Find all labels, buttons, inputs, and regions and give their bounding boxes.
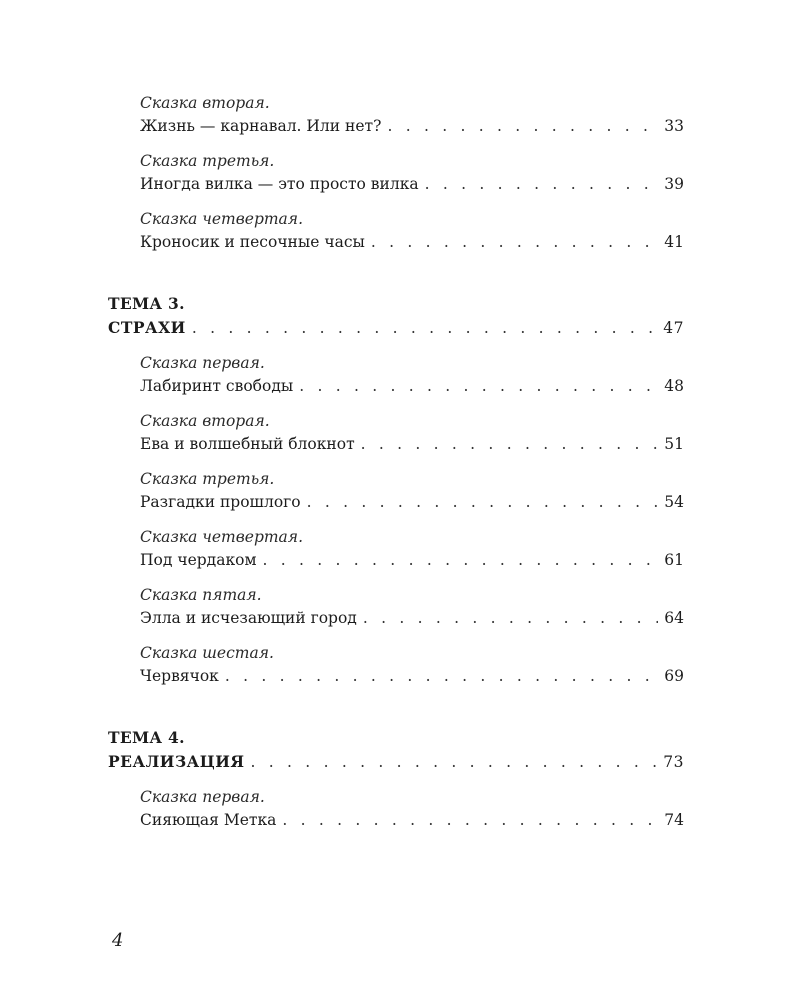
entry-title: Червячок <box>140 667 219 685</box>
entry-title: Разгадки прошлого <box>140 493 301 511</box>
theme-page-number: 73 <box>663 753 684 771</box>
entry-row <box>140 230 684 254</box>
entry-title: Лабиринт свободы <box>140 377 294 395</box>
theme-row <box>108 750 684 774</box>
entry-subtitle: Сказка четвертая. <box>140 210 303 228</box>
entry-row <box>140 114 684 138</box>
entry-title: Жизнь — карнавал. Или нет? <box>140 117 382 135</box>
dot-leader <box>251 750 658 774</box>
entry-page-number: 48 <box>664 377 684 395</box>
dot-leader <box>299 374 658 398</box>
toc-entry[interactable] <box>108 526 684 572</box>
entry-subtitle: Сказка третья. <box>140 152 275 170</box>
theme-title: РЕАЛИЗАЦИЯ <box>108 752 245 771</box>
entry-title: Ева и волшебный блокнот <box>140 435 355 453</box>
entry-page-number: 33 <box>664 117 684 135</box>
entry-row <box>140 548 684 572</box>
entry-page-number: 64 <box>664 609 684 627</box>
dot-leader <box>225 664 658 688</box>
entry-row <box>140 808 684 832</box>
entry-row <box>140 172 684 196</box>
entry-page-number: 74 <box>664 811 684 829</box>
entry-row <box>140 664 684 688</box>
entry-subtitle: Сказка пятая. <box>140 586 262 604</box>
toc-entry[interactable] <box>108 410 684 456</box>
theme-row <box>108 316 684 340</box>
entry-page-number: 39 <box>664 175 684 193</box>
toc-entry[interactable] <box>108 642 684 688</box>
theme-page-number: 47 <box>663 319 684 337</box>
entry-page-number: 41 <box>664 233 684 251</box>
entry-row <box>140 432 684 456</box>
entry-row <box>140 490 684 514</box>
entry-subtitle: Сказка первая. <box>140 354 265 372</box>
theme-title: СТРАХИ <box>108 318 186 337</box>
theme-label: ТЕМА 3. <box>108 294 185 313</box>
entry-title: Под чердаком <box>140 551 257 569</box>
dot-leader <box>371 230 658 254</box>
page-number: 4 <box>112 930 124 951</box>
entry-title: Иногда вилка — это просто вилка <box>140 175 419 193</box>
entry-subtitle: Сказка третья. <box>140 470 275 488</box>
table-of-contents <box>108 92 684 844</box>
entry-row <box>140 374 684 398</box>
toc-entry[interactable] <box>108 92 684 138</box>
entry-subtitle: Сказка вторая. <box>140 412 270 430</box>
toc-entry[interactable] <box>108 150 684 196</box>
dot-leader <box>263 548 659 572</box>
dot-leader <box>387 114 658 138</box>
dot-leader <box>363 606 658 630</box>
theme-label: ТЕМА 4. <box>108 728 185 747</box>
toc-entry[interactable] <box>108 786 684 832</box>
entry-page-number: 51 <box>664 435 684 453</box>
entry-title: Элла и исчезающий город <box>140 609 357 627</box>
entry-row <box>140 606 684 630</box>
entry-subtitle: Сказка вторая. <box>140 94 270 112</box>
dot-leader <box>425 172 659 196</box>
theme-heading-3[interactable] <box>108 292 684 340</box>
entry-page-number: 54 <box>664 493 684 511</box>
entry-subtitle: Сказка шестая. <box>140 644 274 662</box>
entry-subtitle: Сказка четвертая. <box>140 528 303 546</box>
entry-title: Сияющая Метка <box>140 811 277 829</box>
toc-entry[interactable] <box>108 584 684 630</box>
entry-subtitle: Сказка первая. <box>140 788 265 806</box>
entry-page-number: 61 <box>664 551 684 569</box>
dot-leader <box>192 316 657 340</box>
entry-page-number: 69 <box>664 667 684 685</box>
dot-leader <box>361 432 659 456</box>
toc-entry[interactable] <box>108 208 684 254</box>
dot-leader <box>307 490 659 514</box>
dot-leader <box>282 808 658 832</box>
toc-entry[interactable] <box>108 352 684 398</box>
theme-heading-4[interactable] <box>108 726 684 774</box>
toc-entry[interactable] <box>108 468 684 514</box>
entry-title: Кроносик и песочные часы <box>140 233 365 251</box>
